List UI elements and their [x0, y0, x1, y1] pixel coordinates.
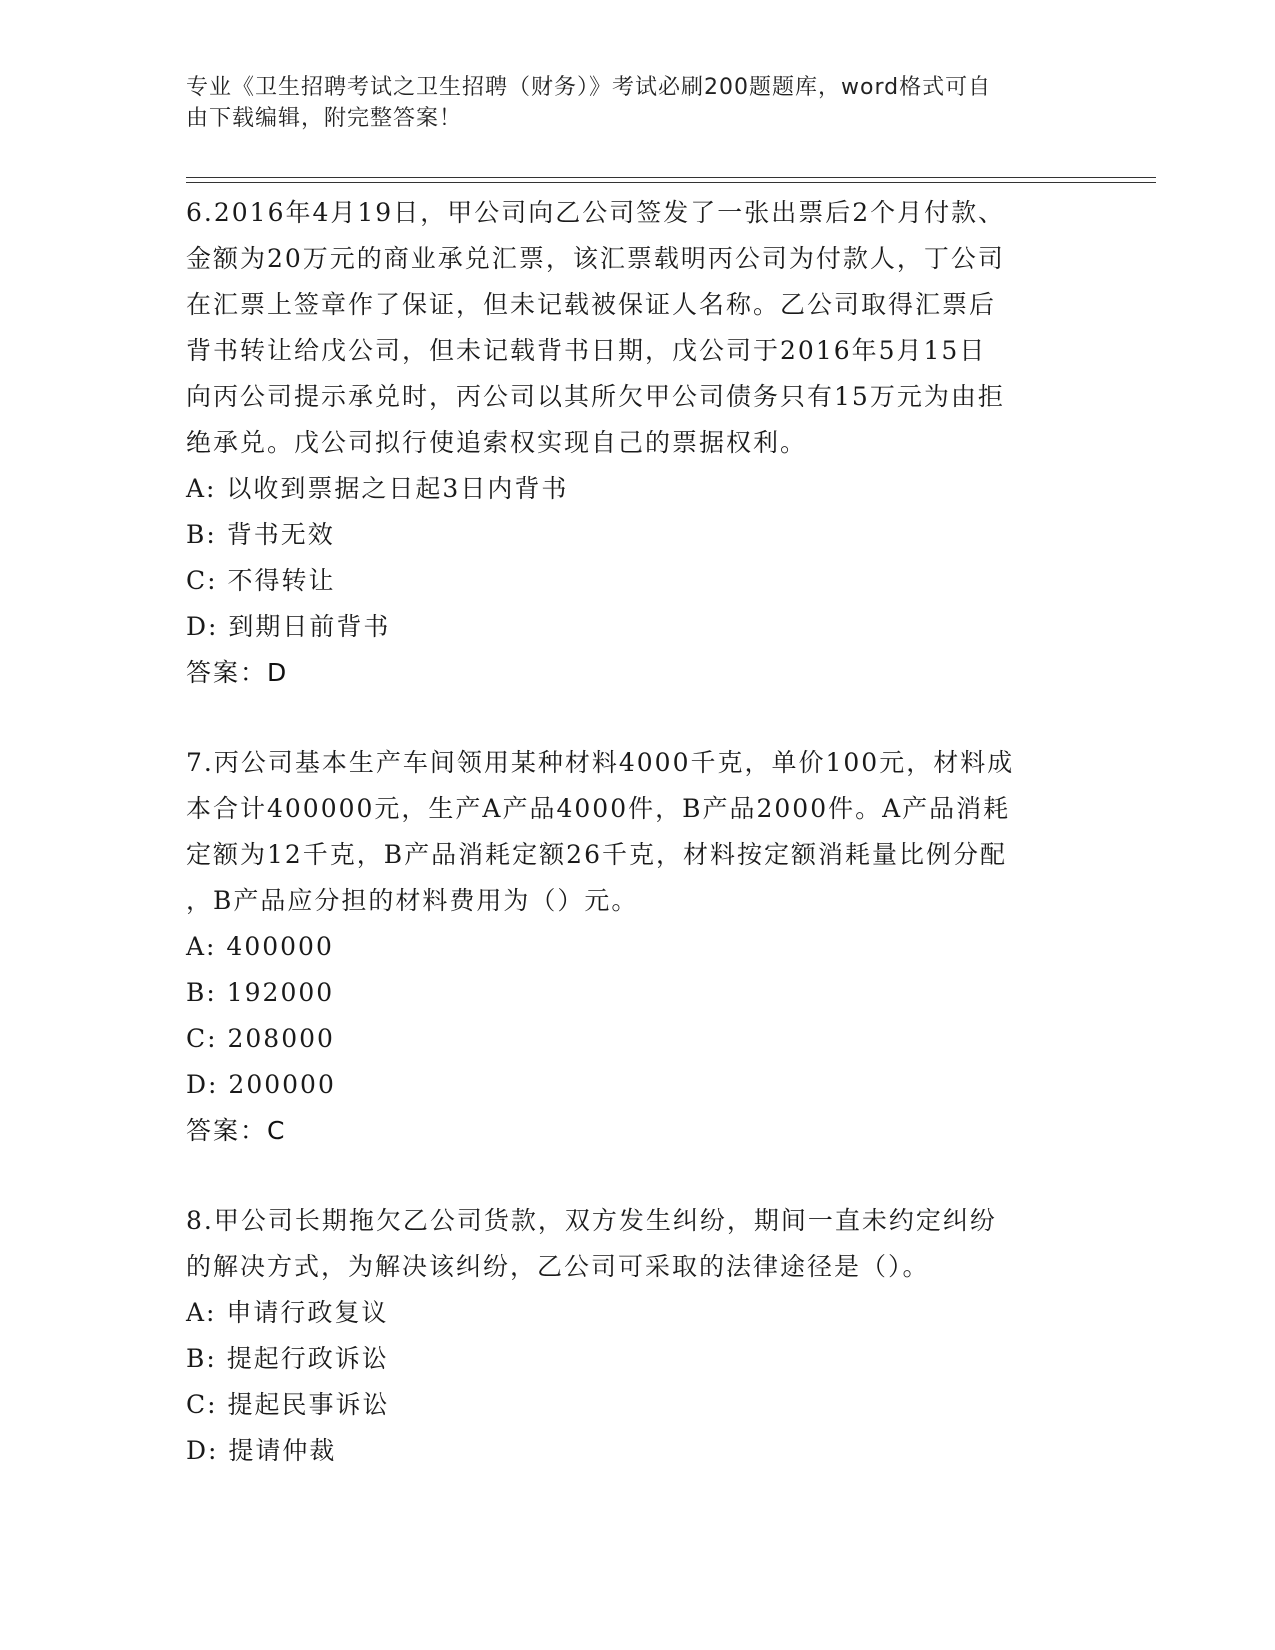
- stem-line: 绝承兑。戊公司拟行使追索权实现自己的票据权利。: [186, 428, 808, 457]
- option-c: C: 不得转让: [186, 566, 336, 595]
- option-d: D: 200000: [186, 1070, 336, 1099]
- stem-line: 8.甲公司长期拖欠乙公司货款，双方发生纠纷，期间一直未约定纠纷: [186, 1206, 997, 1235]
- question-list: [186, 190, 1086, 1518]
- answer: 答案：C: [186, 1116, 287, 1145]
- option-d: D: 到期日前背书: [186, 612, 391, 641]
- stem-line: 6.2016年4月19日，甲公司向乙公司签发了一张出票后2个月付款、: [186, 198, 1006, 227]
- stem-line: 的解决方式，为解决该纠纷，乙公司可采取的法律途径是（）。: [186, 1252, 930, 1281]
- option-b: B: 192000: [186, 978, 335, 1007]
- option-b: B: 提起行政诉讼: [186, 1344, 389, 1373]
- question-stem: [186, 190, 1086, 466]
- stem-line: 定额为12千克，B产品消耗定额26千克，材料按定额消耗量比例分配: [186, 840, 1007, 869]
- option-b: B: 背书无效: [186, 520, 335, 549]
- option-a: A: 400000: [186, 932, 334, 961]
- stem-line: 7.丙公司基本生产车间领用某种材料4000千克，单价100元，材料成: [186, 748, 1015, 777]
- option-a: A: 申请行政复议: [186, 1298, 389, 1327]
- question-8: [186, 1198, 1086, 1474]
- header-rule-top: [186, 177, 1156, 178]
- option-c: C: 208000: [186, 1024, 335, 1053]
- stem-line: 向丙公司提示承兑时，丙公司以其所欠甲公司债务只有15万元为由拒: [186, 382, 1005, 411]
- stem-line: 在汇票上签章作了保证，但未记载被保证人名称。乙公司取得汇票后: [186, 290, 997, 319]
- stem-line: 背书转让给戊公司，但未记载背书日期，戊公司于2016年5月15日: [186, 336, 987, 365]
- header-line-2: 由下载编辑，附完整答案！: [186, 106, 463, 131]
- option-a: A: 以收到票据之日起3日内背书: [186, 474, 569, 503]
- stem-line: 本合计400000元，生产A产品4000件，B产品2000件。A产品消耗: [186, 794, 1011, 823]
- question-6: [186, 190, 1086, 696]
- option-d: D: 提请仲裁: [186, 1436, 337, 1465]
- option-c: C: 提起民事诉讼: [186, 1390, 390, 1419]
- answer: 答案：D: [186, 658, 289, 687]
- stem-line: 金额为20万元的商业承兑汇票，该汇票载明丙公司为付款人，丁公司: [186, 244, 1005, 273]
- question-stem: [186, 740, 1086, 924]
- header-line-1: 专业《卫生招聘考试之卫生招聘（财务）》考试必刷200题题库，word格式可自: [186, 75, 992, 100]
- question-7: [186, 740, 1086, 1154]
- page-header: [186, 72, 1066, 134]
- question-stem: [186, 1198, 1086, 1290]
- stem-line: ，B产品应分担的材料费用为（）元。: [186, 886, 639, 915]
- header-rule-bottom: [186, 182, 1156, 183]
